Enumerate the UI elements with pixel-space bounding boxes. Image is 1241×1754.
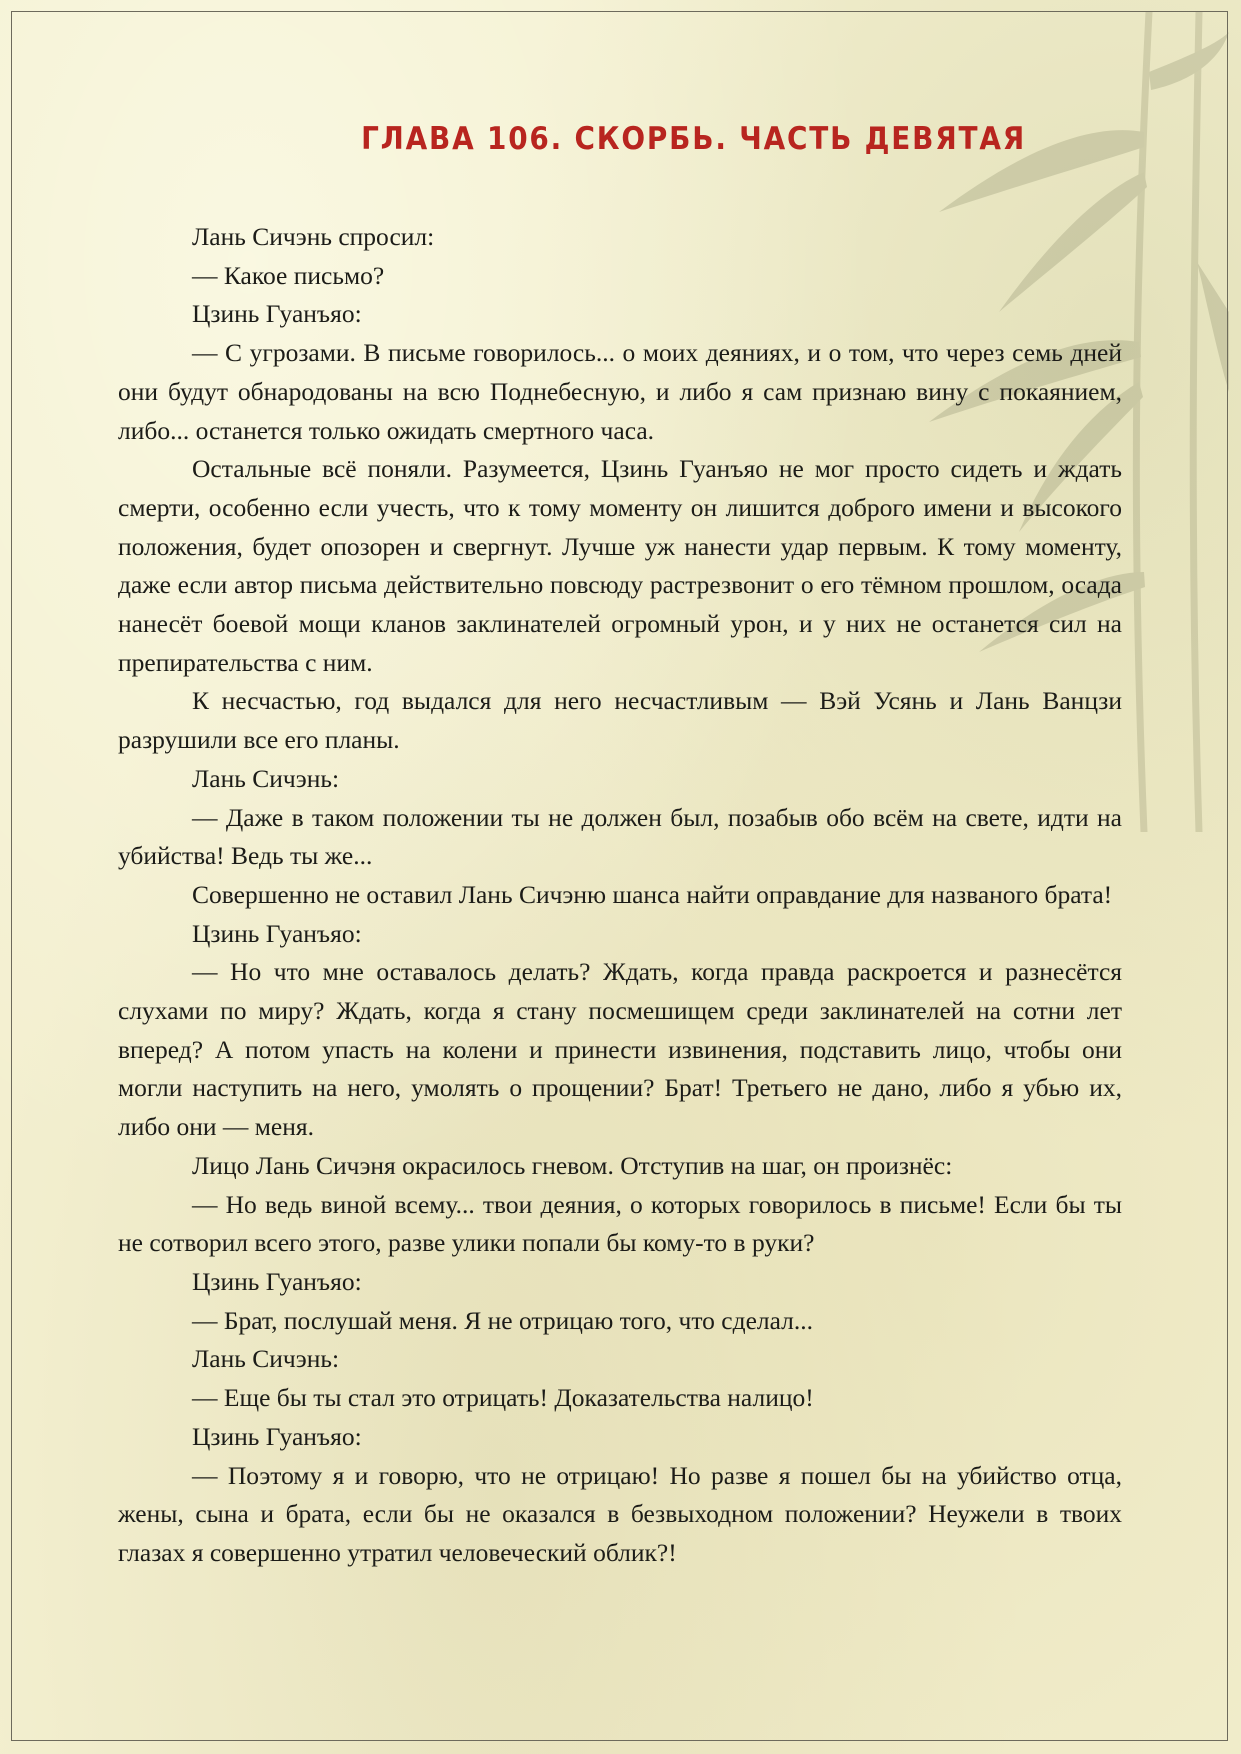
paragraph: Лань Сичэнь:: [192, 1344, 340, 1374]
paragraph: — Даже в таком положении ты не должен был, позабыв обо всём на свете, идти на убийства! Ведь ты же...: [118, 802, 1122, 871]
paragraph: — Но что мне оставалось делать? Ждать, когда правда раскроется и разнесётся слухами по миру? Ждать, когда я стану посмешищем среди заклинателей на сотни лет вперед? А потом упасть на колени и принести извинения, подставить лицо, чтобы они могли наступить на него, умолять о прощении? Брат! Третьего не дано, либо я убью их, либо они — меня.: [118, 957, 1122, 1142]
paragraph: — Но ведь виной всему... твои деяния, о которых говорилось в письме! Если бы ты не сотворил всего этого, разве улики попали бы кому-то в руки?: [118, 1189, 1122, 1258]
paragraph: — Поэтому я и говорю, что не отрицаю! Но разве я пошел бы на убийство отца, жены, сына и брата, если бы не оказался в безвыходном положении? Неужели в твоих глазах я совершенно утратил человеческий облик?!: [118, 1460, 1122, 1567]
paragraph: Лань Сичэнь:: [192, 763, 340, 793]
paragraph: Цзинь Гуанъяо:: [192, 1421, 362, 1451]
paragraph: Цзинь Гуанъяо:: [192, 1266, 362, 1296]
paragraph: Цзинь Гуанъяо:: [192, 299, 362, 329]
paragraph: Лицо Лань Сичэня окрасилось гневом. Отступив на шаг, он произнёс:: [192, 1150, 953, 1180]
chapter-title: ГЛАВА 106. СКОРБЬ. ЧАСТЬ ДЕВЯТАЯ: [361, 121, 1027, 157]
paragraph: — Брат, послушай меня. Я не отрицаю того, что сделал...: [192, 1305, 814, 1335]
chapter-text: [118, 218, 1122, 1573]
paragraph: Остальные всё поняли. Разумеется, Цзинь Гуанъяо не мог просто сидеть и ждать смерти, особенно если учесть, что к тому моменту он лишится доброго имени и высокого положения, будет опозорен и свергнут. Лучше уж нанести удар первым. К тому моменту, даже если автор письма действительно повсюду растрезвонит о его тёмном прошлом, осада нанесёт боевой мощи кланов заклинателей огромный урон, и у них не останется сил на препирательства с ним.: [118, 454, 1122, 677]
paragraph: — Какое письмо?: [192, 260, 385, 290]
paragraph: Совершенно не оставил Лань Сичэню шанса найти оправдание для названого брата!: [192, 879, 1113, 909]
paragraph: — Еще бы ты стал это отрицать! Доказательства налицо!: [192, 1383, 814, 1413]
paragraph: Лань Сичэнь спросил:: [192, 222, 435, 251]
paragraph: Цзинь Гуанъяо:: [192, 918, 362, 948]
paragraph: — С угрозами. В письме говорилось... о моих деяниях, и о том, что через семь дней они будут обнародованы на всю Поднебесную, и либо я сам признаю вину с покаянием, либо... останется только ожидать смертного часа.: [118, 338, 1122, 445]
paragraph: К несчастью, год выдался для него несчастливым — Вэй Усянь и Лань Ванцзи разрушили все его планы.: [118, 686, 1122, 755]
